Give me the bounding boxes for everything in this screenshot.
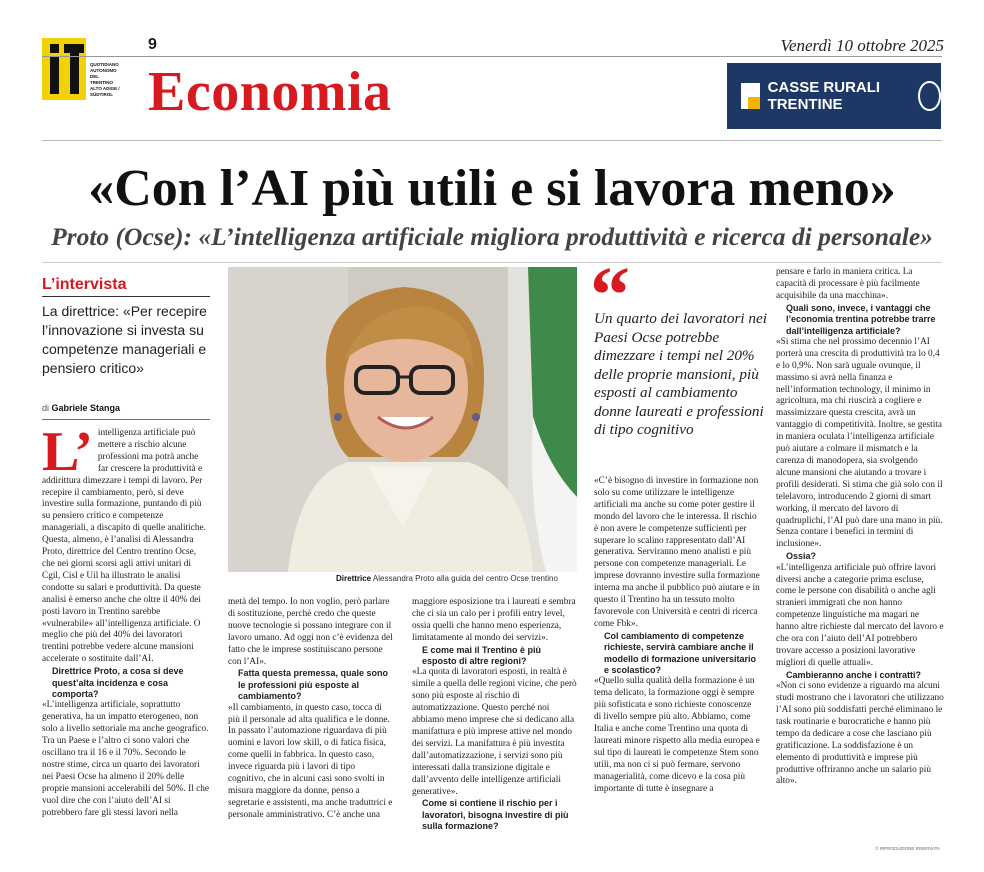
body-paragraph: «Non ci sono evidenze a riguardo ma alcuni studi mostrano che i lavoratori che utilizzano l’AI sono più soddisfatti perché eliminano le task routinarie e burocratiche e hanno più tempo da dedicare a cose che lasciano più gratificazione. La soddisfazione è un elemento di produttività e imprese più produttive offriranno anche un salario più alto». — [776, 681, 944, 787]
sponsor-logo-icon — [741, 83, 760, 109]
pull-quote: Un quarto dei lavoratori nei Paesi Ocse potrebbe dimezzare i tempi nel 20% delle proprie mansioni, più esposti al cambiamento donne laureati e professioni di tipo cognitivo — [594, 310, 767, 438]
body-column-3 — [412, 597, 578, 852]
intro-summary: La direttrice: «Per recepire l’innovazione si investa su competenze manageriali e pensiero critico» — [42, 303, 207, 376]
header-rule — [42, 140, 942, 141]
logo-mark — [42, 38, 86, 100]
sponsor-name: CASSE RURALI TRENTINE — [767, 79, 881, 113]
interview-question: E come mai il Trentino è più esposto di altre regioni? — [422, 644, 542, 667]
portrait-illustration — [228, 267, 577, 572]
top-rule — [42, 56, 942, 57]
body-column-2 — [228, 597, 393, 852]
subheadline-rule — [42, 262, 942, 263]
interview-question: Direttrice Proto, a cosa si deve quest’alta incidenza e cosa comporta? — [52, 666, 184, 699]
body-paragraph: «L’intelligenza artificiale può offrire lavori diversi anche a categorie prima escluse, come le persone con disabilità o anche agli stranieri immigrati che non hanno competenze linguistiche ma magari ne hanno altre richieste dal mercato del lavoro e che ora con l’aiuto dell’AI potrebbero trovare accesso a posizioni lavorative migliori di quelle attuali». — [776, 562, 944, 668]
drop-cap: L’ — [42, 428, 93, 483]
copyright-credit: © RIPRODUZIONE RISERVATA — [875, 846, 940, 851]
newspaper-logo[interactable] — [42, 38, 124, 100]
logo-subtitle: QUOTIDIANO AUTONOMO DEL TRENTINO ALTO ADIGE / SÜDTIROL — [90, 62, 120, 97]
photo-caption — [336, 574, 558, 583]
body-paragraph: metà del tempo. Io non voglio, però parlare di sostituzione, perché credo che queste nuove tecnologie si possano integrare con il lavoro umano. Ad oggi non c’è evidenza del fatto che le imprese sostituiscano persone con l’AI». — [228, 597, 393, 667]
byline-author: Gabriele Stanga — [51, 403, 121, 413]
section-title: Economia — [148, 61, 392, 123]
byline-rule — [42, 419, 210, 420]
issue-date: Venerdì 10 ottobre 2025 — [780, 36, 944, 55]
byline-prefix: di — [42, 403, 50, 413]
page-number: 9 — [148, 36, 157, 53]
body-column-4 — [594, 476, 760, 852]
byline — [42, 403, 120, 413]
photo-caption-text: Alessandra Proto alla guida del centro Ocse trentino — [372, 574, 558, 583]
interview-question: Quali sono, invece, i vantaggi che l’economia trentina potrebbe trarre dall’intelligenza artificiale? — [786, 302, 936, 336]
body-paragraph: «C’è bisogno di investire in formazione non solo su come utilizzare le intelligenze artificiali ma anche su come poter gestire il mondo del lavoro che le interessa. Il rischio è non avere le competenze sufficienti per superare lo scalino rappresentato dall’AI generativa. Serviranno meno analisti e più persone con competenze manageriali. Le imprese dovranno investire sulla formazione interna ma anche il pubblico può aiutare e in questo il Trentino ha un tessuto molto favorevole con Università e centri di ricerca come Fbk». — [594, 476, 760, 629]
interview-question: Come si contiene il rischio per i lavoratori, bisogna investire di più sulla formazione? — [422, 798, 569, 832]
quote-mark-icon: “ — [590, 252, 630, 340]
body-paragraph: «L’intelligenza artificiale, soprattutto generativa, ha un impatto eterogeneo, non solo a livello settoriale ma anche geografico. Tra un Paese e l’altro ci sono valori che oscillano tra il 16 e il 70%. Secondo le nostre stime, circa un quarto dei lavoratori nei Paesi Ocse ha almeno il 20% delle proprie mansioni accelerabili del 50%. Il che vuol dire che con l’aiuto dell’AI si potrebbero fare gli stessi lavori nella — [42, 700, 210, 818]
subheadline: Proto (Ocse): «L’intelligenza artificiale migliora produttività e ricerca di personale» — [51, 222, 933, 251]
body-paragraph: maggiore esposizione tra i laureati e sembra che ci sia un calo per i profili entry level, ossia quelli che hanno meno esperienza, limitatamente al mondo dei servizi». — [412, 597, 576, 643]
interview-question: Col cambiamento di competenze richieste, servirà cambiare anche il modello di formazione universitario e scolastico? — [604, 630, 757, 675]
photo-caption-label: Direttrice — [336, 574, 372, 583]
kicker-rule — [42, 296, 210, 297]
sponsor-banner[interactable] — [727, 63, 941, 129]
portrait-photo — [228, 267, 577, 572]
body-paragraph: «La quota di lavoratori esposti, in realtà è simile a quella delle regioni vicine, che però sono più esposte al rischio di automatizzazione. Questo perché noi abbiamo meno imprese che si dedicano alla manifattura e più imprese attive nel mondo dei servizi. La manifattura è più investita dall’automatizzazione, i servizi sono più interessati dalla transizione digitale e dall’avvento delle intelligenze artificiali generative». — [412, 667, 577, 797]
interview-question: Cambieranno anche i contratti? — [786, 669, 922, 680]
body-paragraph: «Si stima che nel prossimo decennio l’AI porterà una crescita di produttività tra lo 0,4 e lo 0,9%. Non sarà uguale ovunque, il massimo si avrà nella finanza e nell’information technology, il minimo in agricoltura, ma chi riuscirà a cogliere e massimizzare questa crescita, avrà un vantaggio di competitività. Inoltre, se gestita in maniera oculata l’intelligenza artificiale può aiutare a colmare il mismatch e la carenza di manodopera, sia svolgendo alcune mansioni che aiutando a trovare i profili desiderati. Si stima che già solo con il telelavoro, introducendo 2 giorni di smart working, il mercato del lavoro di quadruplichi, l’AI può dare una mano in più. Senza contare i benefici in termini di inclusione». — [776, 336, 943, 550]
body-column-5 — [776, 267, 944, 852]
interview-question: Ossia? — [786, 551, 817, 562]
interview-question: Fatta questa premessa, quale sono le professioni più esposte al cambiamento? — [238, 668, 389, 702]
body-paragraph: intelligenza artificiale può mettere a rischio alcune professioni ma potrà anche far crescere la produttività e addirittura dimezzare i tempi di lavoro. Per recepire il cambiamento, però, si deve investire sulla formazione, puntando di più su pensiero critico e competenze manageriali, a discapito di quelle analitiche. Questa, almeno, è l’analisi di Alessandra Proto, direttrice del Centro trentino Ocse, che nei giorni scorsi agli attivi unitari di Cgil, Cisl e Uil ha illustrato le analisi condotte su salari e produttività. Da queste analisi è emerso anche che oltre il 40% dei posti lavoro in Trentino sarebbe «vulnerabile» all’intelligenza artificiale. O meglio che più del 40% dei lavoratori trentini potrebbe vedere alcune mansioni accelerate o sostituite dall’AI. — [42, 428, 206, 665]
body-column-1 — [42, 428, 210, 848]
body-paragraph: pensare e farlo in maniera critica. La capacità di processare è più facilmente acquisibile da una macchina». — [776, 267, 920, 301]
sponsor-seal-icon — [918, 81, 941, 111]
body-paragraph: «Il cambiamento, in questo caso, tocca di più il personale ad alta qualifica e le donne. In passato l’automazione riguardava di più uomini e lavori low skill, o di fatica fisica, come quelli in fabbrica. In questo caso, invece riguarda più i lavori di tipo cognitivo, che in alcuni casi sono svolti in misura maggiore da donne, penso a segretarie e assistenti, ma anche traduttrici e personale amministrativo. C’è anche una — [228, 702, 393, 820]
kicker: L’intervista — [42, 276, 127, 293]
headline: «Con l’AI più utili e si lavora meno» — [88, 160, 896, 217]
body-paragraph: «Quello sulla qualità della formazione è un tema delicato, la formazione oggi è sempre più sofisticata e sono richieste conoscenze di livello sempre più alto. Abbiamo, come Italia e anche come Trentino una quota di laureati minore rispetto alla media europea e sul tipo di laureati le competenze Stem sono utili, ma non ci si può fermare, servono managerialità, come dicevo e la cosa più importante di tutte è insegnare a — [594, 676, 760, 794]
